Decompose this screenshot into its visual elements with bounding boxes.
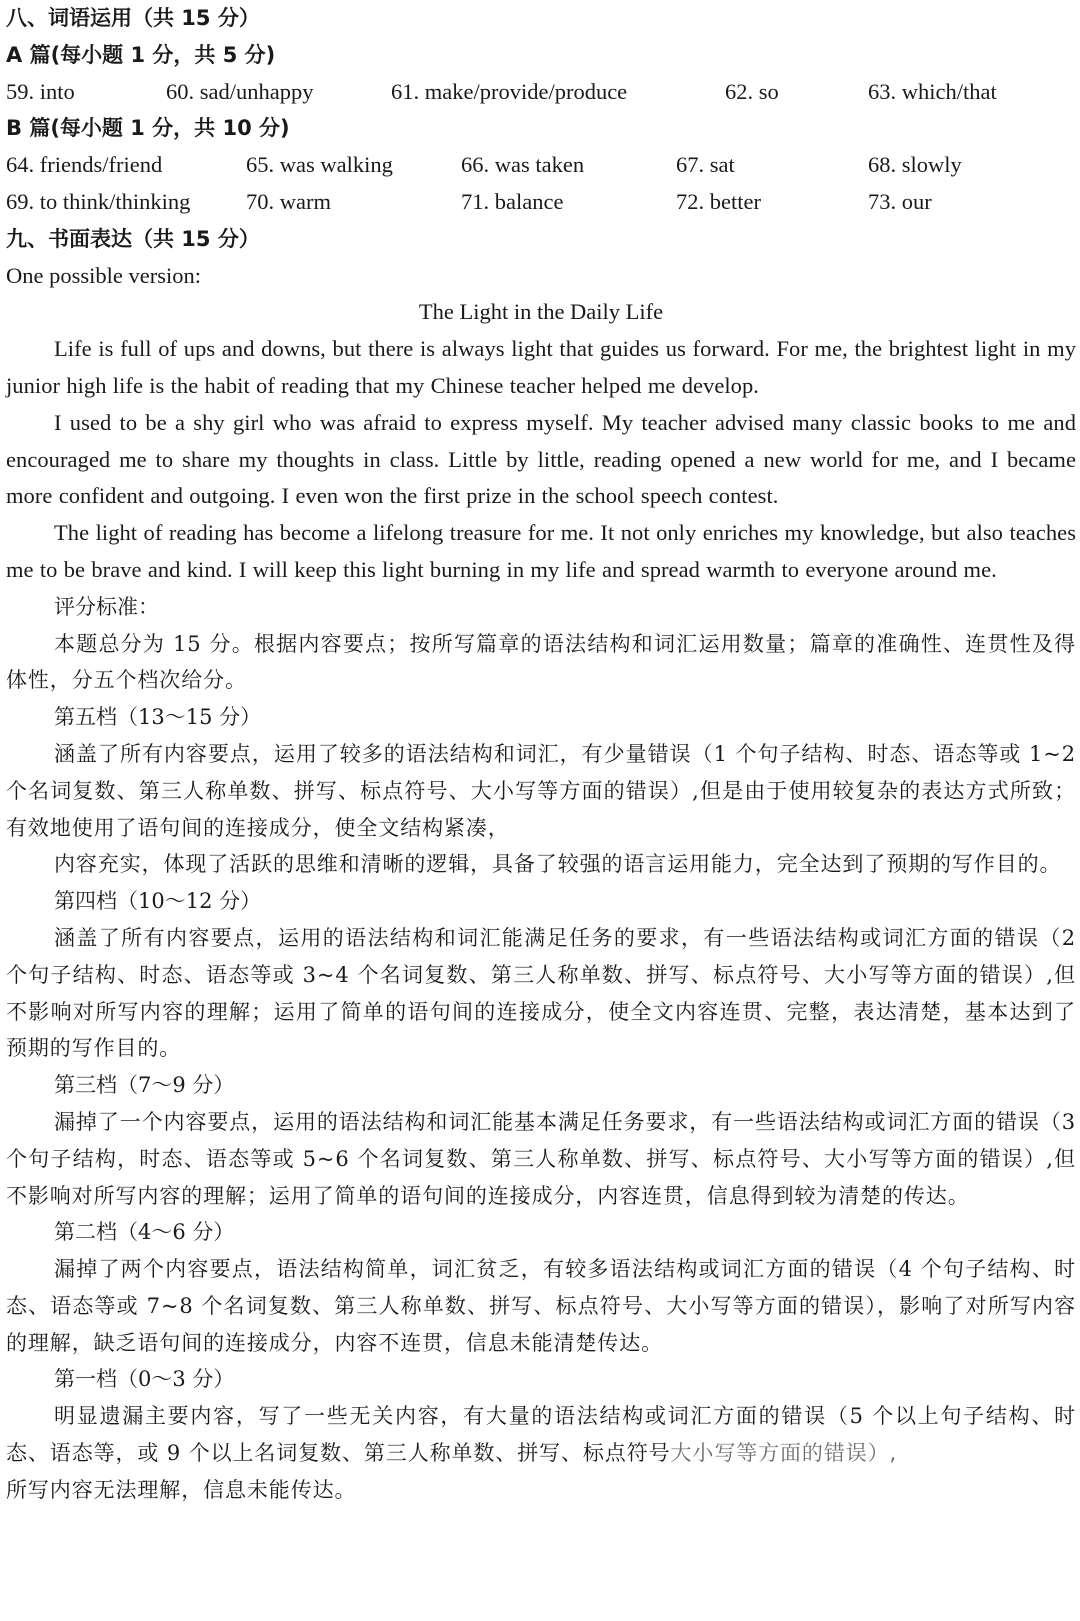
level-1-desc [6, 1398, 1076, 1472]
part-a-answers-row [6, 74, 1076, 111]
level-1-desc-gray: 大小写等方面的错误）, [670, 1441, 898, 1466]
level-1-desc-end: 所写内容无法理解，信息未能传达。 [6, 1477, 357, 1502]
answer-64: 64. friends/friend [6, 152, 163, 178]
scoring-label: 评分标准： [54, 594, 159, 619]
level-1-name: 第一档（0～3 分） [54, 1367, 235, 1392]
answer-72: 72. better [676, 188, 761, 214]
answer-66: 66. was taken [461, 152, 585, 178]
answer-68: 68. slowly [868, 152, 962, 178]
answer-69: 69. to think/thinking [6, 188, 191, 214]
scoring-intro: 本题总分为 15 分。根据内容要点；按所写篇章的语法结构和词汇运用数量；篇章的准确性、连贯性及得体性，分五个档次给分。 [6, 631, 1076, 693]
answer-62: 62. so [725, 78, 779, 104]
level-1-desc-main: 明显遗漏主要内容，写了一些无关内容，有大量的语法结构或词汇方面的错误（5 个以上句子结构、时态、语态等，或 9 个以上名词复数、第三人称单数、拼写、标点符号 [6, 1404, 1076, 1466]
level-4-name: 第四档（10～12 分） [54, 889, 262, 914]
answer-67: 67. sat [676, 152, 735, 178]
essay-paragraph-3: The light of reading has become a lifelong treasure for me. It not only enriches my knowledge, but also teaches me to be brave and kind. I will keep this light burning in my life and spread warmth to everyone around me. [6, 520, 1076, 582]
level-2-name: 第二档（4～6 分） [54, 1220, 235, 1245]
section-8-heading: 八、词语运用（共 15 分） [6, 6, 260, 30]
part-a-heading: A 篇(每小题 1 分，共 5 分) [6, 42, 276, 67]
answer-63: 63. which/that [868, 78, 997, 104]
section-9-heading: 九、书面表达（共 15 分） [6, 226, 260, 251]
answer-61: 61. make/provide/produce [391, 78, 628, 104]
answer-73: 73. our [868, 188, 932, 214]
essay-title: The Light in the Daily Life [418, 299, 664, 325]
answer-59: 59. into [6, 78, 75, 104]
answer-key-page [6, 0, 1076, 1509]
level-5-desc: 涵盖了所有内容要点，运用了较多的语法结构和词汇，有少量错误（1 个句子结构、时态、语态等或 1~2 个名词复数、第三人称单数、拼写、标点符号、大小写等方面的错误）,但是由于使用较复杂的表达方式所致；有效地使用了语句间的连接成分，使全文结构紧凑， [6, 741, 1076, 840]
answer-71: 71. balance [461, 188, 564, 214]
answer-60: 60. sad/unhappy [166, 78, 314, 104]
level-3-name: 第三档（7～9 分） [54, 1073, 235, 1098]
part-b-answers-row-2 [6, 184, 1076, 221]
version-label: One possible version: [6, 262, 201, 288]
level-3-desc: 漏掉了一个内容要点，运用的语法结构和词汇能基本满足任务要求，有一些语法结构或词汇方面的错误（3 个句子结构，时态、语态等或 5~6 个名词复数、第三人称单数、拼写、标点符号、大小写等方面的错误）,但不影响对所写内容的理解；运用了简单的语句间的连接成分，内容连贯，信息得到较为清楚的传达。 [6, 1109, 1076, 1208]
answer-70: 70. warm [246, 188, 331, 214]
level-5-name: 第五档（13～15 分） [54, 705, 262, 730]
answer-65: 65. was walking [246, 152, 393, 178]
essay-paragraph-1: Life is full of ups and downs, but there is always light that guides us forward. For me, the brightest light in my junior high life is the habit of reading that my Chinese teacher helped me develop. [6, 336, 1076, 398]
level-2-desc: 漏掉了两个内容要点，语法结构简单，词汇贫乏，有较多语法结构或词汇方面的错误（4 个句子结构、时态、语态等或 7~8 个名词复数、第三人称单数、拼写、标点符号、大小写等方面的错误），影响了对所写内容的理解，缺乏语句间的连接成分，内容不连贯，信息未能清楚传达。 [6, 1257, 1076, 1355]
part-b-answers-row-1 [6, 147, 1076, 184]
essay-paragraph-2: I used to be a shy girl who was afraid to express myself. My teacher advised many classic books to me and encouraged me to share my thoughts in class. Little by little, reading opened a new world for me, and I became more confident and outgoing. I even won the first prize in the school speech contest. [6, 409, 1076, 509]
level-4-desc: 涵盖了所有内容要点，运用的语法结构和词汇能满足任务的要求，有一些语法结构或词汇方面的错误（2 个句子结构、时态、语态等或 3~4 个名词复数、第三人称单数、拼写、标点符号、大小写等方面的错误）,但不影响对所写内容的理解；运用了简单的语句间的连接成分，使全文内容连贯、完整，表达清楚，基本达到了预期的写作目的。 [6, 925, 1076, 1061]
part-b-heading: B 篇(每小题 1 分，共 10 分) [6, 116, 290, 141]
level-5-desc-continued: 内容充实，体现了活跃的思维和清晰的逻辑，具备了较强的语言运用能力，完全达到了预期的写作目的。 [54, 852, 1062, 877]
